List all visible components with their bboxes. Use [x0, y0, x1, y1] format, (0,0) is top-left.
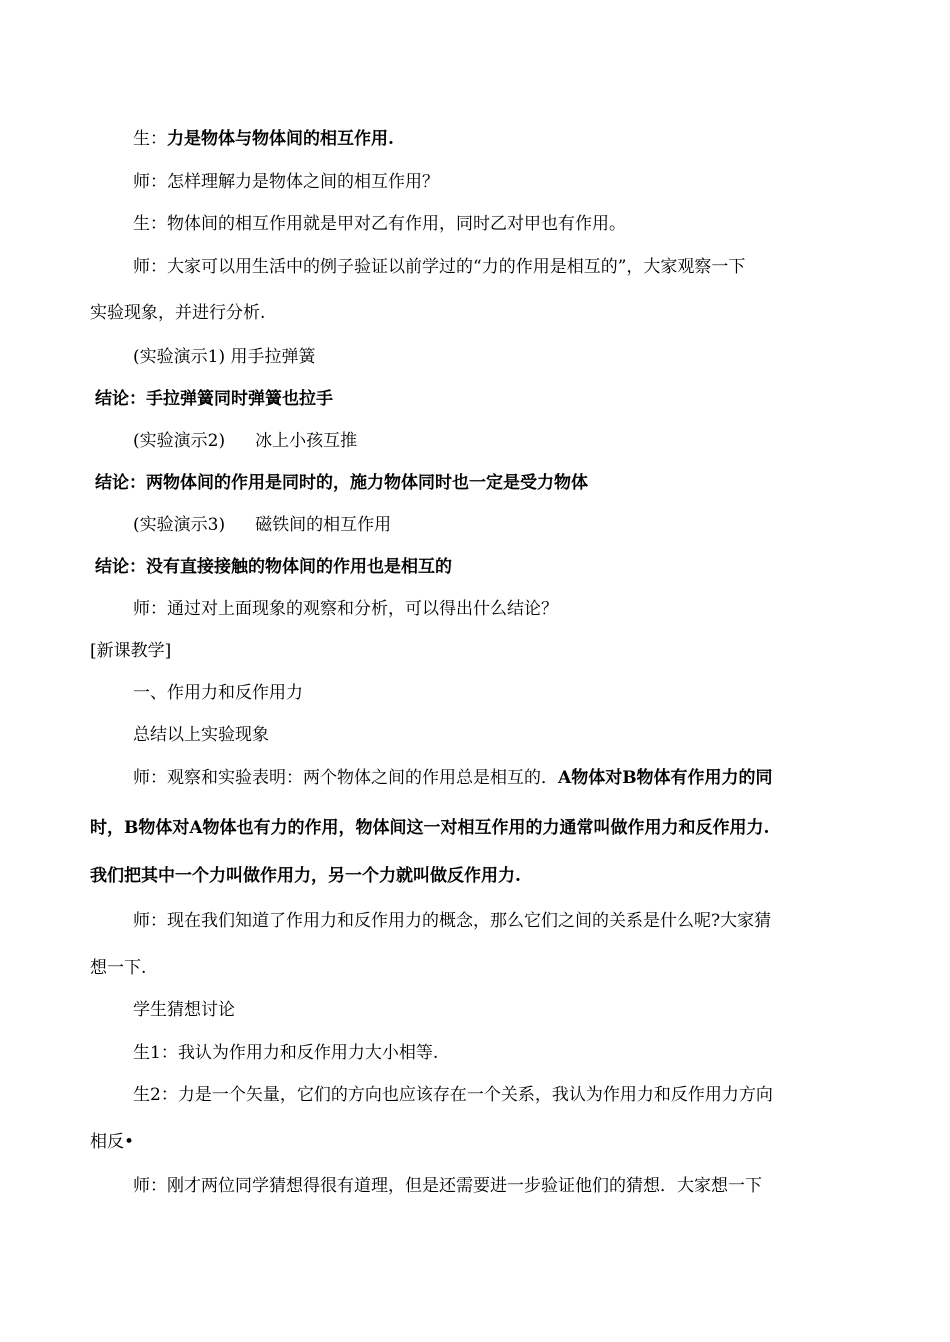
- experiment-2: (实验演示2) 冰上小孩互推: [133, 431, 358, 451]
- section-heading: 一、作用力和反作用力: [133, 683, 303, 703]
- conclusion-3: 结论：没有直接接触的物体间的作用也是相互的: [95, 557, 452, 577]
- experiment-1: (实验演示1) 用手拉弹簧: [133, 347, 316, 367]
- subheading: 总结以上实验现象: [133, 725, 269, 745]
- activity-line: 学生猜想讨论: [133, 1000, 235, 1020]
- student-answer-line: 生：力是物体与物体间的相互作用.: [133, 129, 394, 149]
- teacher-paragraph-line: 师：刚才两位同学猜想得很有道理，但是还需要进一步验证他们的猜想．大家想一下: [133, 1176, 762, 1196]
- paragraph-continuation: 相反•: [90, 1132, 135, 1152]
- student-answer-line: 生2：力是一个矢量，它们的方向也应该存在一个关系，我认为作用力和反作用力方向: [133, 1085, 773, 1105]
- paragraph-continuation: 实验现象，并进行分析.: [90, 303, 266, 323]
- definition-line: 我们把其中一个力叫做作用力，另一个力就叫做反作用力.: [90, 866, 521, 886]
- definition-line: 时，B物体对A物体也有力的作用，物体间这一对相互作用的力通常叫做作用力和反作用力.: [90, 818, 770, 838]
- experiment-3: (实验演示3) 磁铁间的相互作用: [133, 515, 392, 535]
- teacher-paragraph-line: 师：观察和实验表明：两个物体之间的作用总是相互的．A物体对B物体有作用力的同: [133, 768, 773, 788]
- conclusion-1: 结论：手拉弹簧同时弹簧也拉手: [95, 389, 333, 409]
- student-answer-line: 生：物体间的相互作用就是甲对乙有作用，同时乙对甲也有作用。: [133, 214, 626, 234]
- teacher-question-line: 师：通过对上面现象的观察和分析，可以得出什么结论？: [133, 599, 558, 619]
- teacher-paragraph-line: 师：现在我们知道了作用力和反作用力的概念，那么它们之间的关系是什么呢?大家猜: [133, 911, 772, 931]
- student-answer-line: 生1：我认为作用力和反作用力大小相等.: [133, 1043, 439, 1063]
- section-label: [新课教学]: [90, 641, 172, 661]
- teacher-paragraph-line: 师：大家可以用生活中的例子验证以前学过的“力的作用是相互的”，大家观察一下: [133, 257, 746, 277]
- teacher-question-line: 师：怎样理解力是物体之间的相互作用？: [133, 172, 439, 192]
- paragraph-continuation: 想一下.: [90, 958, 147, 978]
- conclusion-2: 结论：两物体间的作用是同时的，施力物体同时也一定是受力物体: [95, 473, 588, 493]
